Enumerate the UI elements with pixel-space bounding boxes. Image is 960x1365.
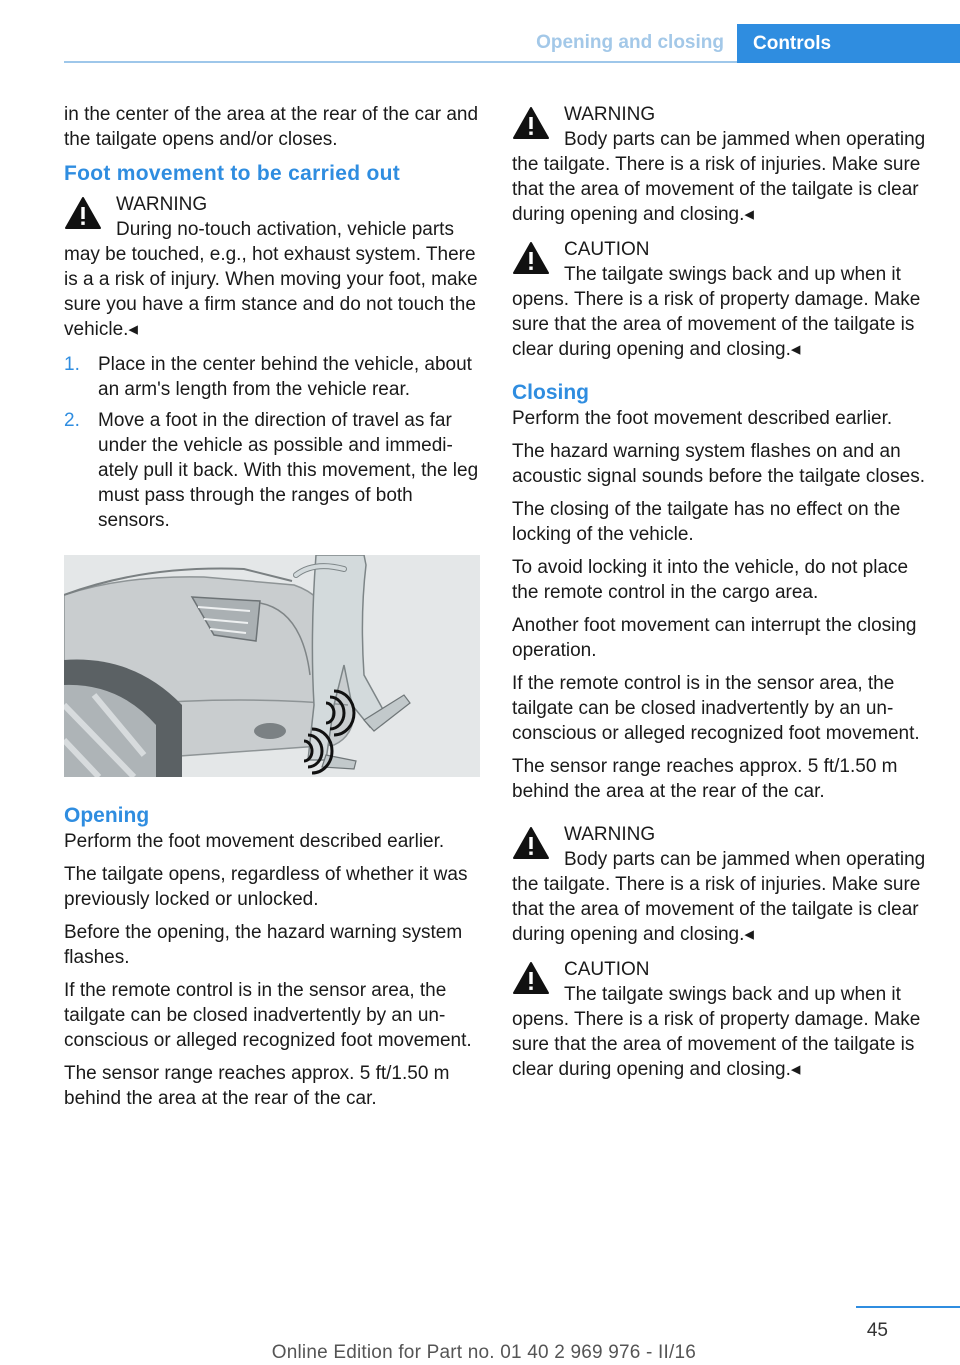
warning-triangle-icon bbox=[64, 196, 102, 230]
warning-title: WARNING bbox=[564, 104, 656, 125]
heading-closing: Closing bbox=[512, 381, 589, 404]
opening-paragraph: The sensor range reaches approx. 5 ft/1.50 m behind the area at the rear of the car. bbox=[64, 1063, 450, 1109]
footer-rule bbox=[856, 1306, 960, 1308]
closing-paragraph: Perform the foot movement described earlier. bbox=[512, 408, 893, 429]
heading-opening: Opening bbox=[64, 804, 150, 827]
caution-text: The tailgate swings back and up when it opens. There is a risk of property damage. Make sure that the area of movement of the tailgate is clear during opening and closing.◂ bbox=[512, 984, 921, 1080]
header-section-title: Opening and closing bbox=[536, 32, 724, 53]
warning-title: WARNING bbox=[116, 194, 208, 215]
closing-paragraph: The closing of the tailgate has no effect on the locking of the vehicle. bbox=[512, 499, 901, 545]
left-column bbox=[64, 102, 480, 1119]
caution-notice bbox=[512, 957, 926, 1082]
warning-notice bbox=[64, 192, 480, 342]
right-column bbox=[512, 102, 926, 1092]
closing-paragraph: The sensor range reaches approx. 5 ft/1.50 m behind the area at the rear of the car. bbox=[512, 756, 898, 802]
caution-text: The tailgate swings back and up when it opens. There is a risk of property damage. Make sure that the area of movement of the tailgate is clear during opening and closing.◂ bbox=[512, 264, 921, 360]
step-text: Move a foot in the direction of travel as far under the vehicle as possible and immediately pull it back. With this movement, the leg must pass through the ranges of both sensors. bbox=[98, 410, 479, 531]
opening-paragraph: If the remote control is in the sensor area, the tailgate can be closed inadvertently by an unconscious or alleged recognized foot movement. bbox=[64, 980, 472, 1051]
list-item bbox=[64, 352, 480, 402]
closing-paragraph: To avoid locking it into the vehicle, do not place the remote control in the cargo area. bbox=[512, 557, 909, 603]
heading-foot-movement: Foot movement to be carried out bbox=[64, 162, 400, 185]
closing-paragraph: If the remote control is in the sensor area, the tailgate can be closed inadvertently by an unconscious or alleged recognized foot movement. bbox=[512, 673, 920, 744]
edition-note: Online Edition for Part no. 01 40 2 969 976 - II/16 bbox=[271, 1342, 696, 1363]
caution-notice bbox=[512, 237, 926, 362]
steps-list bbox=[64, 352, 480, 533]
warning-title: WARNING bbox=[564, 824, 656, 845]
warning-triangle-icon bbox=[512, 241, 550, 275]
step-text: Place in the center behind the vehicle, about an arm's length from the vehicle rear. bbox=[98, 354, 472, 400]
caution-title: CAUTION bbox=[564, 959, 650, 980]
foot-activation-illustration bbox=[64, 555, 480, 777]
caution-title: CAUTION bbox=[564, 239, 650, 260]
opening-paragraph: Before the opening, the hazard warning system flashes. bbox=[64, 922, 463, 968]
warning-triangle-icon bbox=[512, 961, 550, 995]
step-number: 2. bbox=[64, 410, 80, 431]
warning-text: Body parts can be jammed when operating the tailgate. There is a risk of injuries. Make sure that the area of movement of the tailgate is clear during opening and closing.◂ bbox=[512, 129, 926, 225]
warning-notice bbox=[512, 102, 926, 227]
list-item bbox=[64, 408, 480, 533]
closing-paragraph: The hazard warning system flashes on and an acoustic signal sounds before the tailgate closes. bbox=[512, 441, 925, 487]
closing-paragraph: Another foot movement can interrupt the closing operation. bbox=[512, 615, 917, 661]
page-header bbox=[0, 0, 960, 64]
header-chapter-tab: Controls bbox=[737, 24, 960, 63]
warning-text: Body parts can be jammed when operating the tailgate. There is a risk of injuries. Make sure that the area of movement of the tailgate is clear during opening and closing.◂ bbox=[512, 849, 926, 945]
opening-paragraph: Perform the foot movement described earlier. bbox=[64, 831, 445, 852]
intro-paragraph: in the center of the area at the rear of the car and the tailgate opens and/or closes. bbox=[64, 104, 479, 150]
opening-paragraph: The tailgate opens, regardless of whether it was previously locked or unlocked. bbox=[64, 864, 468, 910]
step-number: 1. bbox=[64, 354, 80, 375]
warning-notice bbox=[512, 822, 926, 947]
warning-triangle-icon bbox=[512, 106, 550, 140]
warning-triangle-icon bbox=[512, 826, 550, 860]
warning-text: During no-touch activation, vehicle parts may be touched, e.g., hot exhaust system. There is a a risk of injury. When moving your foot, make sure you have a firm stance and do not touch the vehicle.◂ bbox=[64, 219, 478, 340]
page-number: 45 bbox=[866, 1320, 888, 1341]
